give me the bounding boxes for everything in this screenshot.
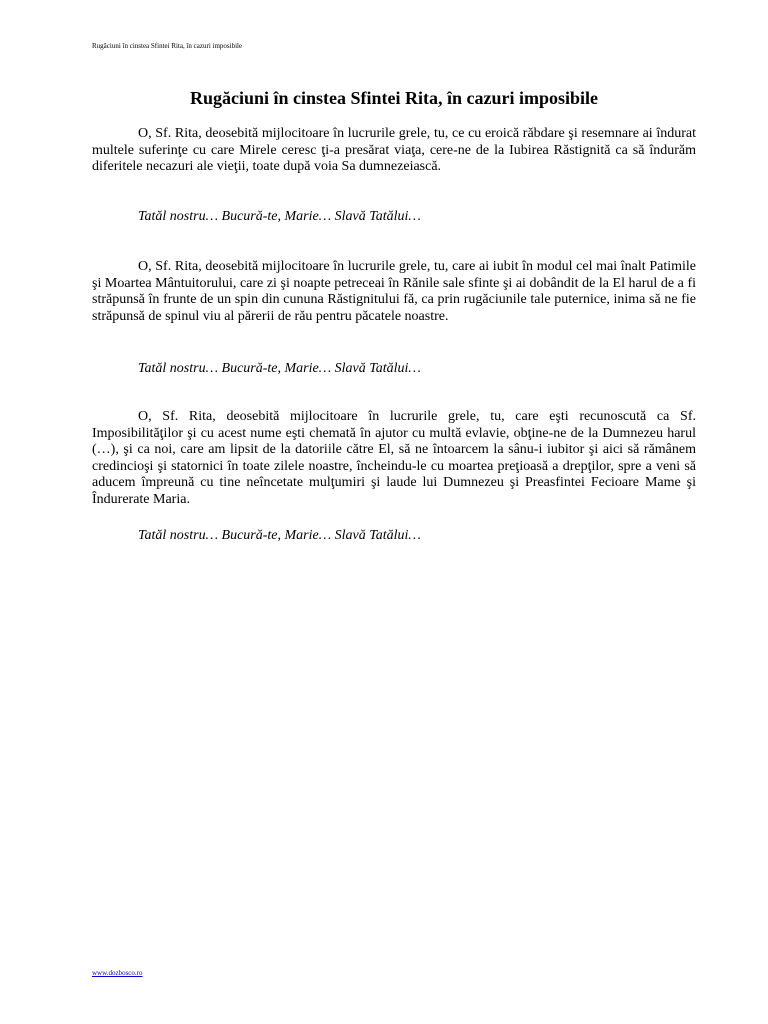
prayer-paragraph-1: O, Sf. Rita, deosebită mijlocitoare în lucrurile grele, tu, ce cu eroică răbdare şi resemnare ai îndurat multele suferinţe cu care Mirele ceresc ţi-a presărat viaţa, cere-ne de la Iubirea Răstignită ca să îndurăm diferitele necazuri ale vieţii, toate după voia Sa dumnezeiască. xyxy=(92,126,696,175)
prayer-refrain-2: Tatăl nostru… Bucură-te, Marie… Slavă Tatălui… xyxy=(138,361,421,376)
prayer-refrain-1: Tatăl nostru… Bucură-te, Marie… Slavă Tatălui… xyxy=(138,209,421,224)
prayer-paragraph-3: O, Sf. Rita, deosebită mijlocitoare în lucrurile grele, tu, care eşti recunoscută ca Sf. Imposibilităţilor şi cu acest nume eşti chemată în ajutor cu multă evlavie, obţine-ne de la Dumnezeu harul (…), şi ca noi, care am lipsit de la datoriile către El, să ne întoarcem la sânu-i iubitor şi aici să rămânem credincioşi şi statornici în toate zilele noastre, încheindu-le cu moartea preţioasă a drepţilor, spre a veni să aducem împreună cu tine neîncetate mulţumiri şi laude lui Dumnezeu şi Preasfintei Fecioare Mame şi Îndurerate Maria. xyxy=(92,409,696,507)
footer-website-link[interactable]: www.dozbosco.ro xyxy=(92,969,143,977)
prayer-paragraph-2: O, Sf. Rita, deosebită mijlocitoare în lucrurile grele, tu, care ai iubit în modul cel mai înalt Patimile şi Moartea Mântuitorului, care zi şi noapte petreceai în Rănile sale sfinte şi ai dobândit de la El harul de a fi străpunsă în frunte de un spin din cununa Răstignitului fă, ca prin rugăciunile tale puternice, inima să ne fie străpunsă de spinul viu al părerii de rău pentru păcatele noastre. xyxy=(92,259,696,324)
prayer-refrain-3: Tatăl nostru… Bucură-te, Marie… Slavă Tatălui… xyxy=(138,528,421,543)
page-title: Rugăciuni în cinstea Sfintei Rita, în cazuri imposibile xyxy=(189,88,599,108)
running-header: Rugăciuni în cinstea Sfintei Rita, în cazuri imposibile xyxy=(92,42,243,50)
